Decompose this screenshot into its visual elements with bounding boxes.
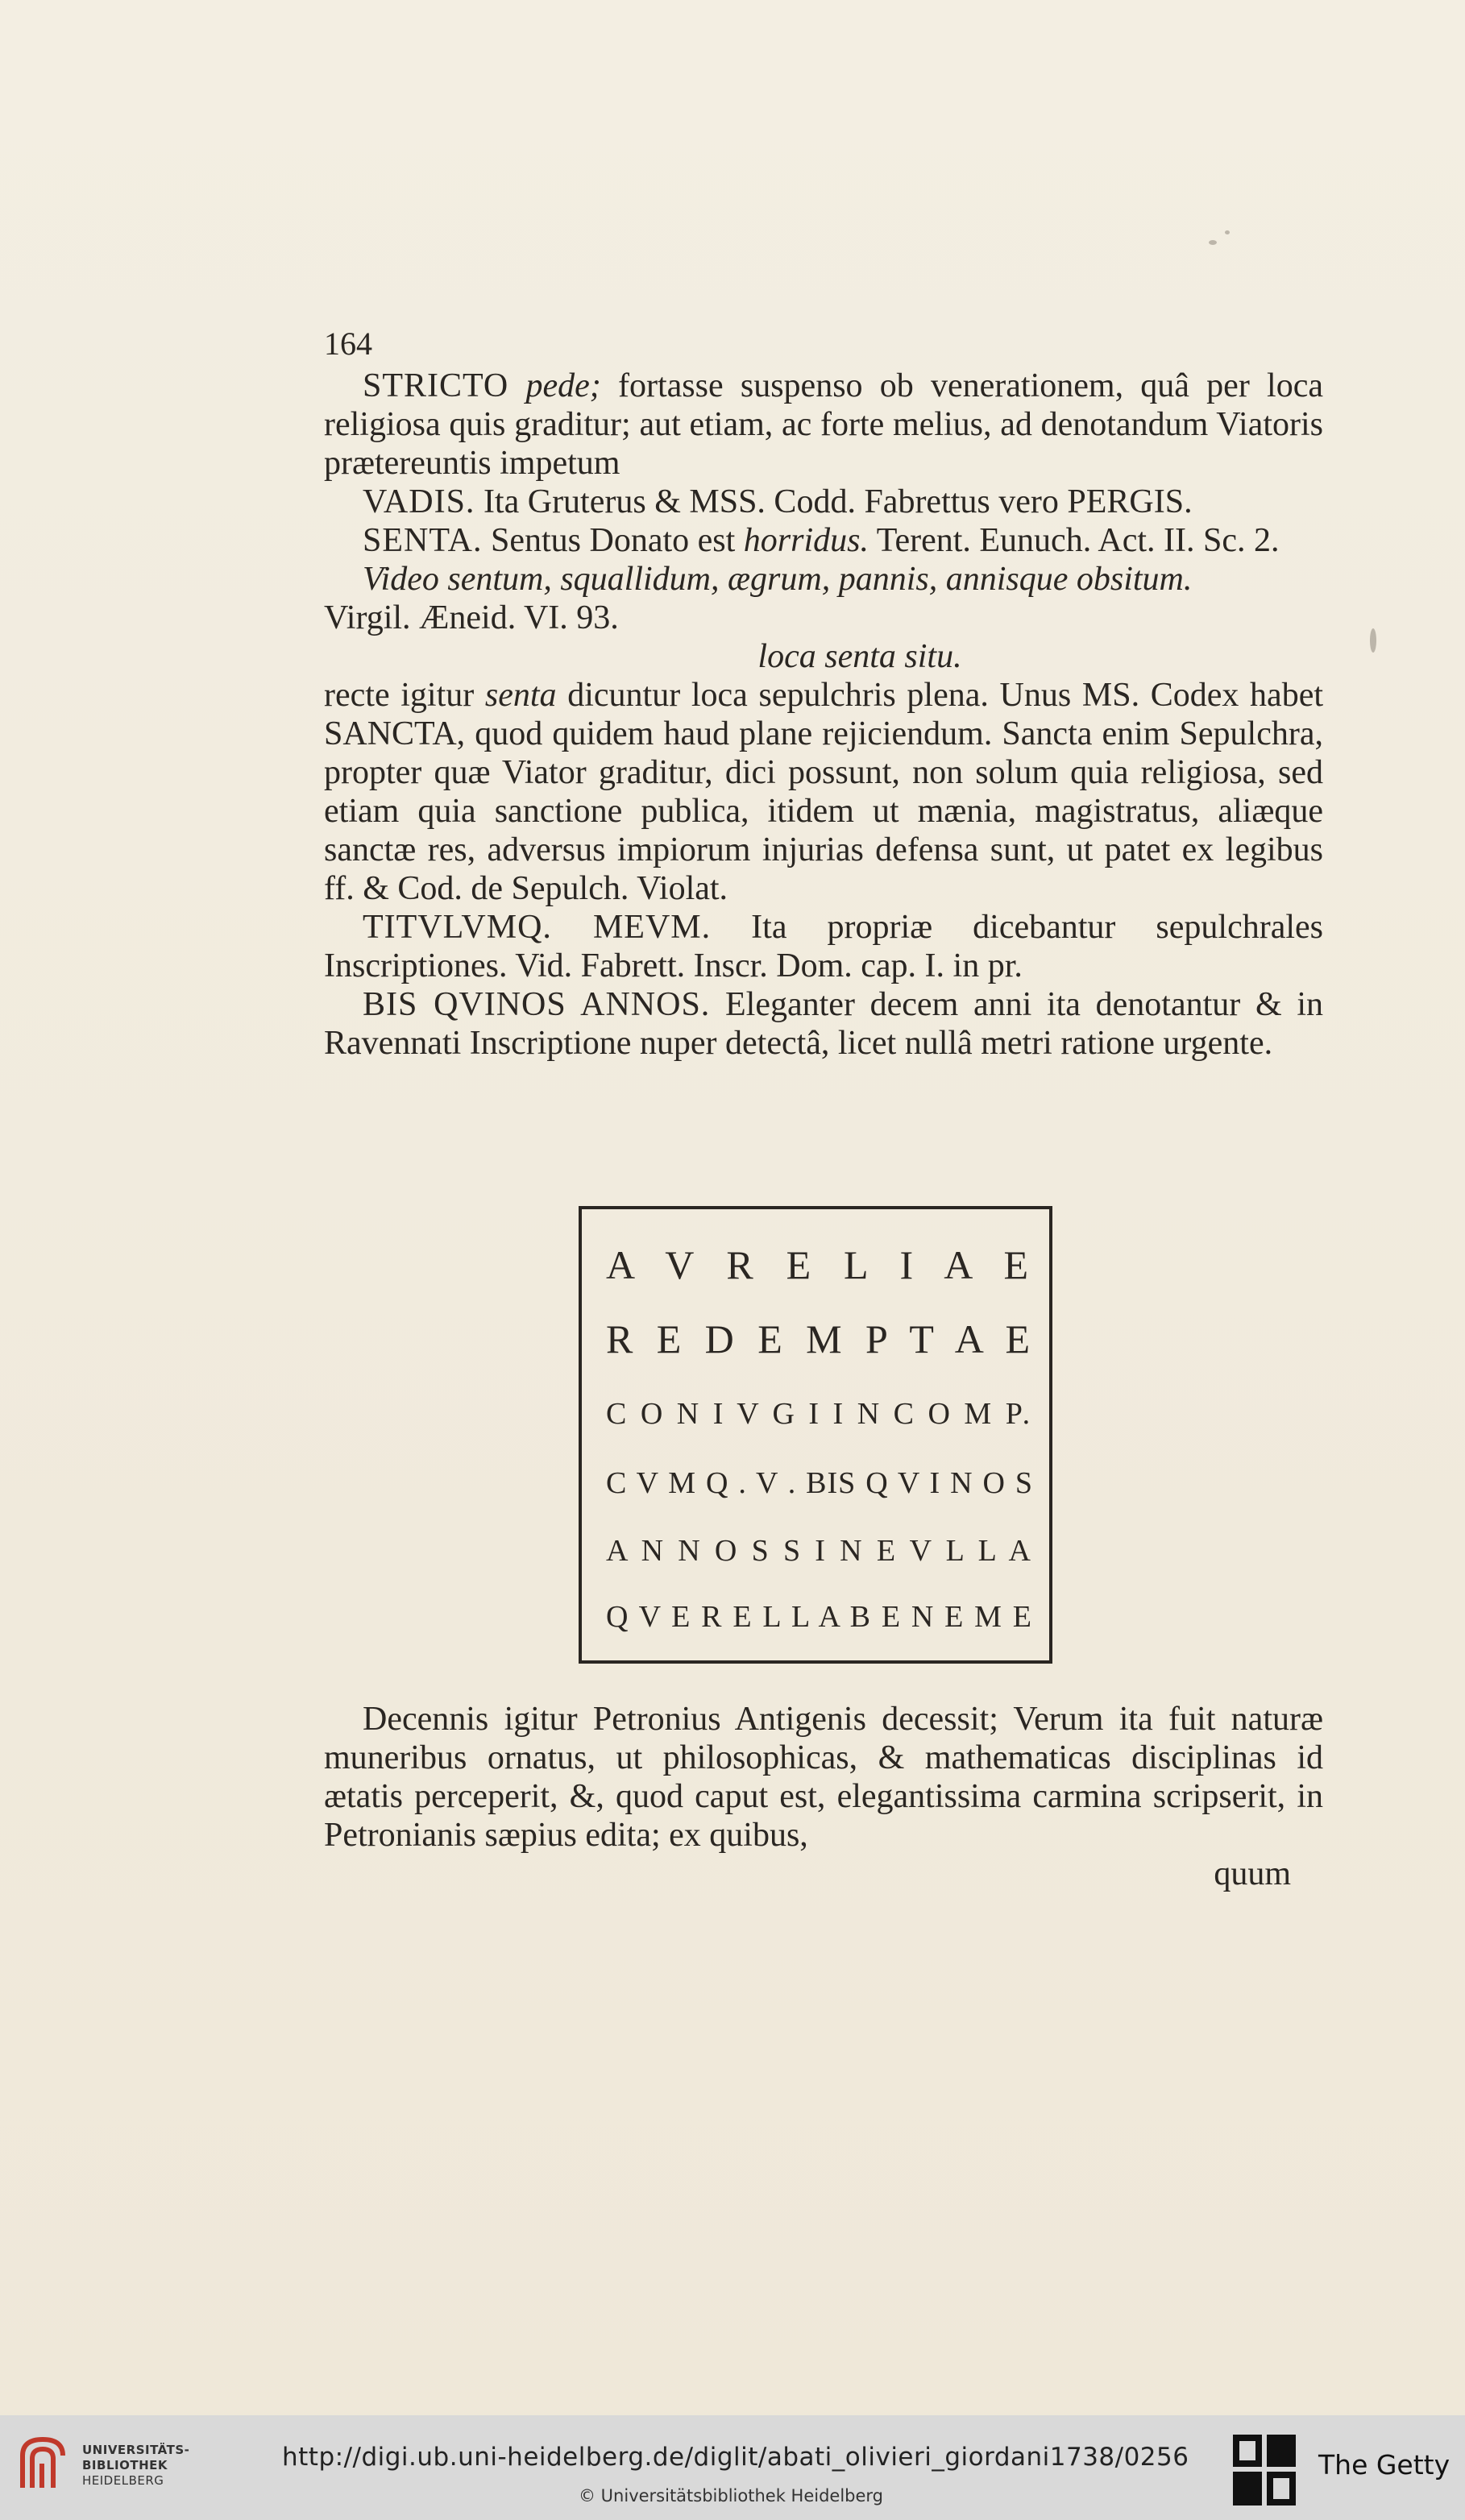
note-recte xyxy=(324,676,1323,908)
paper-speck xyxy=(1209,240,1217,245)
verse-source: Virgil. Æneid. VI. 93. xyxy=(324,599,619,636)
note-bis-quinos xyxy=(324,985,1323,1063)
inscription-box xyxy=(579,1206,1052,1664)
catchword: quum xyxy=(1214,1855,1291,1892)
lemma: SENTA. xyxy=(363,522,483,559)
page-number: 164 xyxy=(324,325,372,362)
getty-label[interactable]: The Getty xyxy=(1318,2449,1450,2481)
library-emblem-icon xyxy=(15,2431,71,2496)
note-text: fortasse suspenso ob venerationem, quâ per loca religiosa quis graditur; aut etiam, ac forte melius, ad denotandum Viatoris prætereuntis impetum xyxy=(324,367,1323,482)
inscription-line: C O N I V G I I N C O M P. xyxy=(606,1397,1034,1431)
lemma: TITVLVMQ. MEVM. xyxy=(363,909,712,946)
lemma: STRICTO xyxy=(363,367,509,404)
library-name xyxy=(82,2443,189,2489)
note-titulum xyxy=(324,908,1323,985)
note-italic-word: senta xyxy=(484,677,557,714)
note-text: Ita propriæ dicebantur sepulchrales Inscriptiones. Vid. Fabrett. Inscr. Dom. cap. I. in pr. xyxy=(324,909,1324,984)
library-name-line: UNIVERSITÄTS- xyxy=(82,2443,190,2457)
note-text: recte igitur xyxy=(324,677,475,714)
copyright-notice: © Universitätsbibliothek Heidelberg xyxy=(579,2486,884,2505)
note-stricto xyxy=(324,367,1323,483)
lemma: VADIS. xyxy=(363,483,475,520)
library-name-line: HEIDELBERG xyxy=(82,2473,164,2488)
note-text: Sentus Donato est xyxy=(490,522,736,559)
inscription-line: Q V E R E L L A B E N E M E xyxy=(606,1600,1033,1634)
lemma-italic: pede; xyxy=(525,367,601,404)
library-name-line: BIBLIOTHEK xyxy=(82,2458,168,2472)
verse-quotation: Video sentum, squallidum, ægrum, pannis, annisque obsitum. xyxy=(363,561,1193,598)
note-text: dicuntur loca sepulchris plena. Unus MS. Codex habet SANCTA, quod quidem haud plane rejiciendum. Sancta enim Sepulchra, propter quæ Viator graditur, dici possunt, non solum quia religiosa, sed etiam quia sanctione publica, itidem ut mænia, magistratus, aliæque sanctæ res, adversus impiorum injurias defensa sunt, ut patet ex legibus ff. & Cod. de Sepulch. Violat. xyxy=(324,677,1324,907)
viewer-footer xyxy=(0,2415,1465,2520)
note-italic-word: horridus. xyxy=(743,522,869,559)
inscription-line: A V R E L I A E xyxy=(606,1242,1033,1287)
verse-quotation-short: loca senta situ. xyxy=(757,638,962,675)
note-text: Terent. Eunuch. Act. II. Sc. 2. xyxy=(876,522,1280,559)
library-logo[interactable] xyxy=(15,2417,200,2505)
note-text: Ita Gruterus & MSS. Codd. Fabrettus vero PERGIS. xyxy=(483,483,1193,520)
inscription-line: A N N O S S I N E V L L A xyxy=(606,1534,1033,1568)
getty-logo-icon xyxy=(1233,2435,1296,2505)
note-decennis: Decennis igitur Petronius Antigenis decessit; Verum ita fuit naturæ muneribus ornatus, ut philosophicas, & mathematicas disciplinas id ætatis perceperit, &, quod caput est, elegantissima carmina scripserit, in Petronianis sæpius edita; ex quibus, xyxy=(324,1701,1323,1854)
lemma: BIS QVINOS ANNOS. xyxy=(363,986,711,1023)
inscription-line: C V M Q . V . BIS Q V I N O S xyxy=(606,1466,1033,1500)
note-text: Eleganter decem anni ita denotantur & in Ravennati Inscriptione nuper detectâ, licet nullâ metri ratione urgente. xyxy=(324,986,1324,1062)
commentary-text-top xyxy=(324,326,1323,1063)
note-vadis xyxy=(324,483,1323,521)
note-senta xyxy=(324,521,1323,560)
paper-speck xyxy=(1370,628,1376,653)
permalink-url[interactable]: http://digi.ub.uni-heidelberg.de/diglit/abati_olivieri_giordani1738/0256 xyxy=(282,2443,1189,2472)
commentary-text-bottom xyxy=(324,1700,1323,1893)
inscription-line: R E D E M P T A E xyxy=(606,1316,1033,1362)
paper-speck xyxy=(1225,230,1230,234)
